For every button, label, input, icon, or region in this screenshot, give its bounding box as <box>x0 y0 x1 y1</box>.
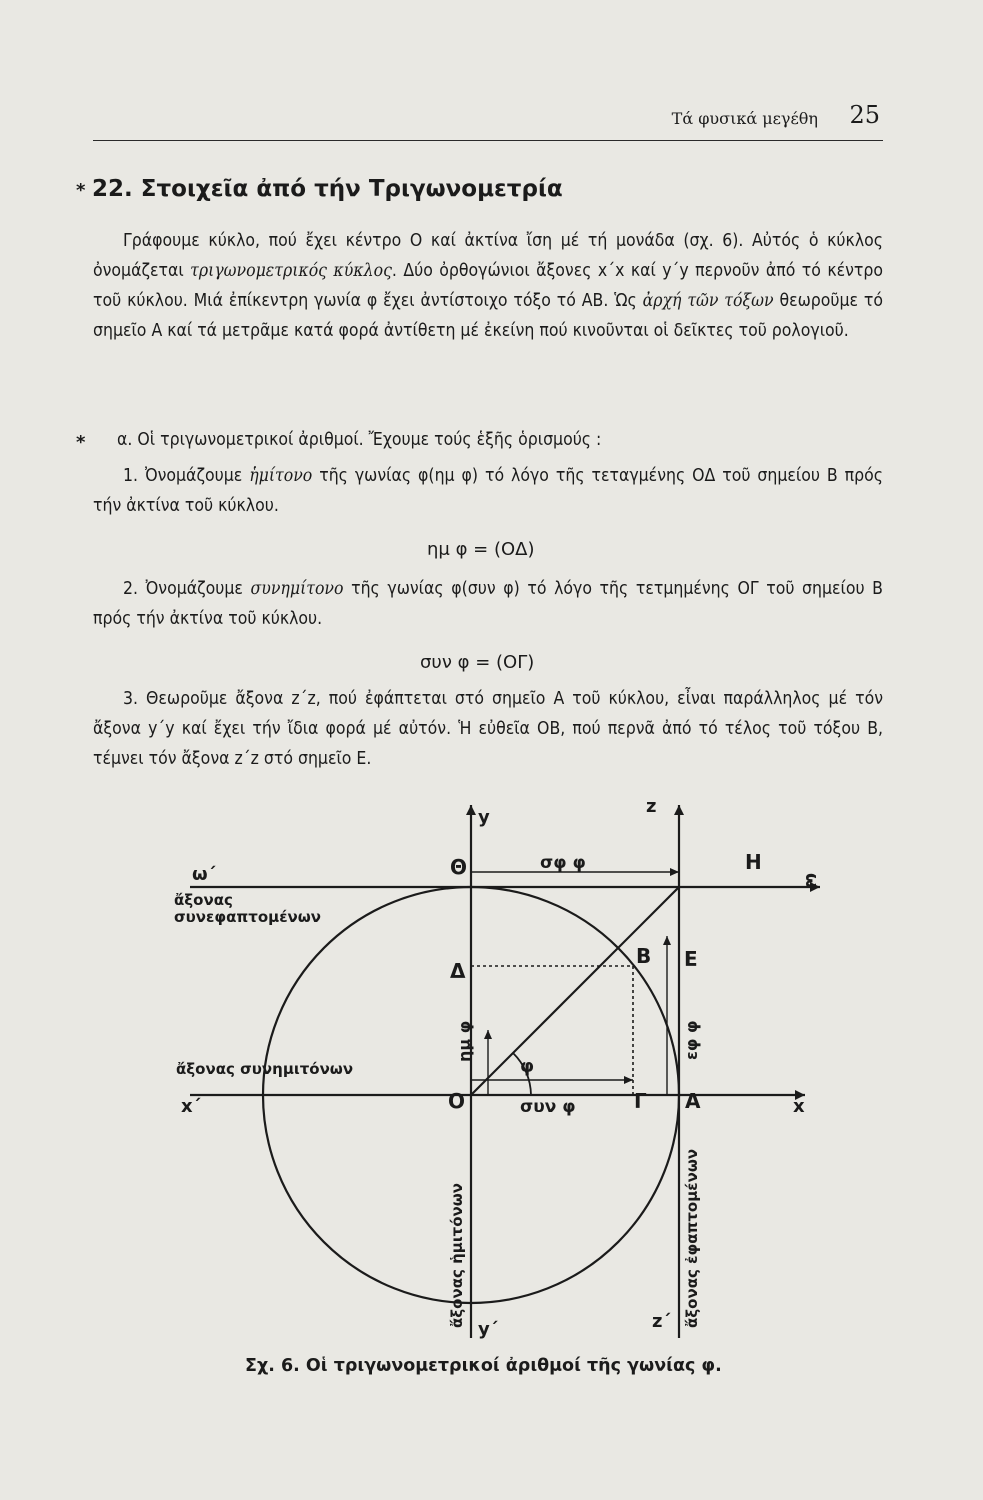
line-OE <box>471 887 679 1095</box>
def1-text-2: τῆς γωνίας φ(ημ φ) τό λόγο τῆς τεταγμένης ΟΔ τοῦ σημείου Β πρός τήν ἀκτίνα τοῦ κύκλου. <box>93 466 883 516</box>
z-arrowhead <box>674 805 684 815</box>
z-label: z <box>646 796 657 817</box>
point-A-label: Α <box>685 1089 701 1113</box>
y-arrowhead <box>466 805 476 815</box>
cosine-phi-label: συν φ <box>520 1097 576 1117</box>
cotangent-axis-label-line2: συνεφαπτομένων <box>174 908 322 926</box>
tangent-arrowhead <box>663 936 671 945</box>
tangent-axis-label: ἄξονας ἐφαπτομένων <box>683 1148 701 1328</box>
intro-text-3: θεωροῦμε τό σημεῖο Α καί τά μετρᾶμε κατά φορά ἀντίθετη μέ ἐκείνη πού κινοῦνται οἱ δεῖκτες τοῦ ρολογιοῦ. <box>93 291 884 341</box>
def2-text-1: 2. Ὀνομάζουμε <box>123 579 251 599</box>
sine-arrowhead <box>484 1030 492 1039</box>
sine-phi-label: ημ φ <box>455 1020 474 1062</box>
point-B-label: Β <box>636 944 652 968</box>
z-prime-label: z΄ <box>652 1311 671 1332</box>
cotangent-axis-label-line1: ἄξονας <box>174 891 233 909</box>
y-label: y <box>478 807 490 828</box>
running-title: Τά φυσικά μεγέθη <box>671 109 818 128</box>
angle-phi-label: φ <box>520 1056 535 1077</box>
term-cosine: συνημίτονο <box>250 579 344 599</box>
point-D-label: Δ <box>450 959 466 983</box>
figure-caption: Σχ. 6. Οἱ τριγωνομετρικοί ἀριθμοί τῆς γωνίας φ. <box>245 1356 722 1376</box>
cotangent-phi-label: σφ φ <box>540 853 586 873</box>
omega-prime-label: ω΄ <box>192 864 216 885</box>
def1-text-1: 1. Ὀνομάζουμε <box>123 466 250 486</box>
cosine-formula: συν φ = (ΟΓ) <box>420 652 535 673</box>
cosine-axis-label: ἄξονας συνημιτόνων <box>176 1060 354 1078</box>
x-label: x <box>793 1096 805 1117</box>
point-H-label: Η <box>745 850 762 874</box>
def2-text-2: τῆς γωνίας φ(συν φ) τό λόγο τῆς τετμημένης ΟΓ τοῦ σημείου Β πρός τήν ἀκτίνα τοῦ κύκλου. <box>93 579 883 629</box>
point-E-label: Ε <box>684 947 698 971</box>
section-title: 22. Στοιχεῖα ἀπό τήν Τριγωνομετρία <box>92 176 563 202</box>
x-prime-label: x΄ <box>181 1096 201 1117</box>
sine-axis-label: ἄξονας ἡμιτόνων <box>448 1182 466 1328</box>
intro-text-1: Γράφουμε κύκλο, πού ἔχει κέντρο Ο καί ἀκτίνα ἴση μέ τή μονάδα (σχ. 6). Αὐτός ὁ κύκλος ὀνομάζεται <box>93 231 883 281</box>
point-G-label: Γ <box>634 1089 647 1113</box>
page-number: 25 <box>849 101 880 129</box>
omega-label: ω <box>801 873 822 889</box>
section-marker: * <box>76 180 86 201</box>
term-origin-of-arcs: ἀρχή τῶν τόξων <box>642 291 774 311</box>
cosine-arrowhead <box>624 1076 633 1084</box>
sine-formula: ημ φ = (ΟΔ) <box>427 539 535 560</box>
point-Theta-label: Θ <box>450 855 468 879</box>
y-prime-label: y΄ <box>478 1319 498 1340</box>
tangent-phi-label: εφ φ <box>682 1020 701 1060</box>
intro-text-2: . Δύο ὀρθογώνιοι ἄξονες x΄x καί y΄y περνοῦν ἀπό τό κέντρο τοῦ κύκλου. Μιά ἐπίκεντρη γωνία φ ἔχει ἀντίστοιχο τόξο τό ΑΒ. Ὡς <box>93 261 884 311</box>
cotangent-arrowhead <box>670 868 679 876</box>
point-O-label: Ο <box>448 1089 466 1113</box>
definition-tangent-axis: 3. Θεωροῦμε ἄξονα z΄z, πού ἐφάπτεται στό σημεῖο Α τοῦ κύκλου, εἶναι παράλληλος μέ τόν ἄξονα y΄y καί ἔχει τήν ἴδια φορά μέ αὐτόν. Ἡ εὐθεῖα ΟΒ, πού περνᾶ ἀπό τό τέλος τοῦ τόξου Β, τέμνει τόν ἄξονα z΄z στό σημεῖο Ε. <box>93 689 883 769</box>
subsection-heading: α. Οἱ τριγωνομετρικοί ἀριθμοί. Ἔχουμε τούς ἑξῆς ὁρισμούς : <box>117 430 602 450</box>
term-trig-circle: τριγωνομετρικός κύκλος <box>190 261 392 281</box>
term-sine: ἡμίτονο <box>249 466 313 486</box>
subsection-marker: * <box>76 432 86 453</box>
